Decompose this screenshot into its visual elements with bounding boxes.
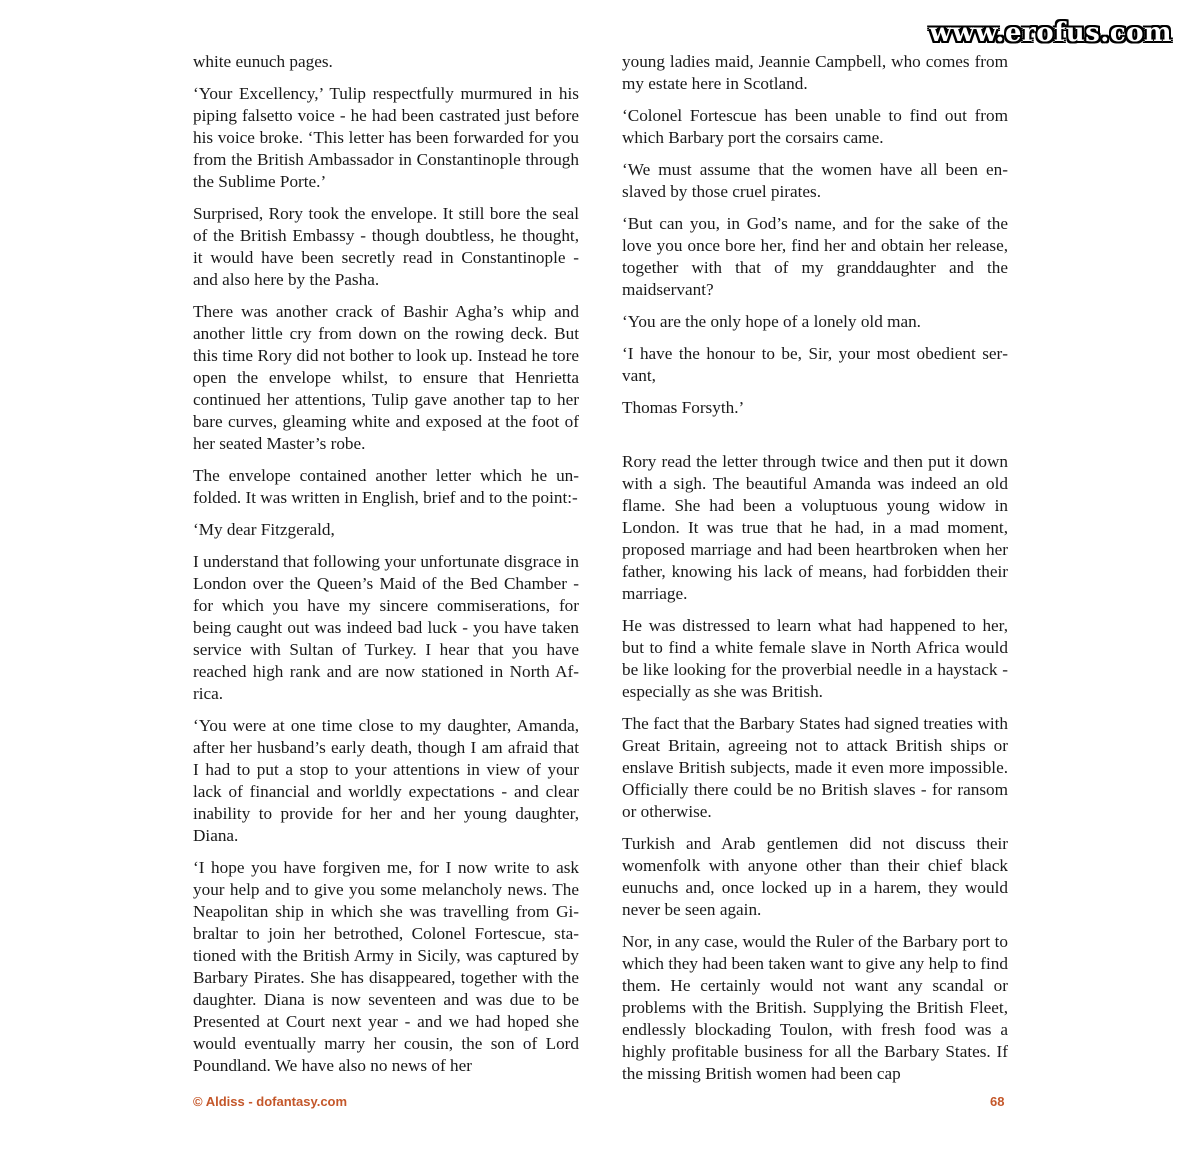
signature-line: Thomas Forsyth.’ [622,398,745,417]
paragraph: ‘I hope you have forgiven me, for I now write to ask your help and to give you some melancholy news. The Neapolitan ship in which she was travelling from Gibraltar to join her betrothed, Colonel Fortescue, stationed with the British Army in Sicily, was captured by Barbary Pirates. She has disappeared, together with the daughter. Diana is now seventeen and was due to be Presented at Court next year - and we had hoped she would eventually marry her cousin, the son of Lord Poundland. We have also no news of her [193,858,579,1075]
section-gap [622,429,1008,451]
paragraph: ‘I have the honour to be, Sir, your most obedient servant, [622,344,1008,385]
paragraph: The fact that the Barbary States had signed treaties with Great Britain, agreeing not to attack British ships or enslave British subjects, made it even more impossible. Officially there could be no British slaves - for ransom or otherwise. [622,714,1008,821]
paragraph: ‘Your Excellency,’ Tulip respectfully murmured in his piping falsetto voice - he had been castrated just before his voice broke. ‘This letter has been forwarded for you from the British Ambassador in Constantinople through the Sublime Porte.’ [193,84,579,191]
page-number: 68 [990,1094,1005,1109]
paragraph: ‘My dear Fitzgerald, [193,520,335,539]
paragraph: The envelope contained another letter which he unfolded. It was written in English, brief and to the point:- [193,466,579,507]
paragraph: Rory read the letter through twice and then put it down with a sigh. The beautiful Amanda was indeed an old flame. She had been a voluptuous young widow in London. It was true that he had, in a mad moment, proposed marriage and had been heartbroken when her father, knowing his lack of means, had forbidden their marriage. [622,452,1008,603]
paragraph: ‘You are the only hope of a lonely old man. [622,312,921,331]
paragraph: white eunuch pages. [193,52,333,71]
paragraph: ‘We must assume that the women have all been enslaved by those cruel pirates. [622,160,1008,201]
copyright-footer: © Aldiss - dofantasy.com [193,1094,348,1109]
paragraph: ‘But can you, in God’s name, and for the sake of the love you once bore her, find her and obtain her release, together with that of my granddaughter and the maidservant? [622,214,1008,299]
paragraph: Nor, in any case, would the Ruler of the Barbary port to which they had been taken want to give any help to find them. He certainly would not want any scandal or problems with the British. Supplying the British Fleet, endlessly blockading Toulon, with fresh food was a highly profitable business for all the Barbary States. If the missing British women had been cap [622,932,1008,1083]
left-column [193,51,579,1087]
right-column [622,51,1008,1095]
paragraph: ‘Colonel Fortescue has been unable to find out from which Barbary port the corsairs came. [622,106,1008,147]
paragraph: ‘You were at one time close to my daughter, Amanda, after her husband’s early death, though I am afraid that I had to put a stop to your attentions in view of your lack of financial and worldly expectations - and clear inability to provide for her and her young daughter, Diana. [193,716,579,845]
paragraph: There was another crack of Bashir Agha’s whip and another little cry from down on the rowing deck. But this time Rory did not bother to look up. Instead he tore open the envelope whilst, to ensure that Henrietta continued her attentions, Tulip gave another tap to her bare curves, gleaming white and exposed at the foot of her seated Master’s robe. [193,302,579,453]
watermark: www.erofus.com [929,18,1172,48]
paragraph: young ladies maid, Jeannie Campbell, who comes from my estate here in Scotland. [622,52,1008,93]
paragraph: He was distressed to learn what had happened to her, but to find a white female slave in North Africa would be like looking for the proverbial needle in a haystack - especially as she was British. [622,616,1008,701]
paragraph: I understand that following your unfortunate disgrace in London over the Queen’s Maid of the Bed Chamber - for which you have my sincere commiserations, for being caught out was indeed bad luck - you have taken service with Sultan of Turkey. I hear that you have reached high rank and are now stationed in North Africa. [193,552,579,703]
paragraph: Turkish and Arab gentlemen did not discuss their womenfolk with anyone other than their chief black eunuchs and, once locked up in a harem, they would never be seen again. [622,834,1008,919]
paragraph: Surprised, Rory took the envelope. It still bore the seal of the British Embassy - though doubtless, he thought, it would have been secretly read in Constantinople - and also here by the Pasha. [193,204,579,289]
